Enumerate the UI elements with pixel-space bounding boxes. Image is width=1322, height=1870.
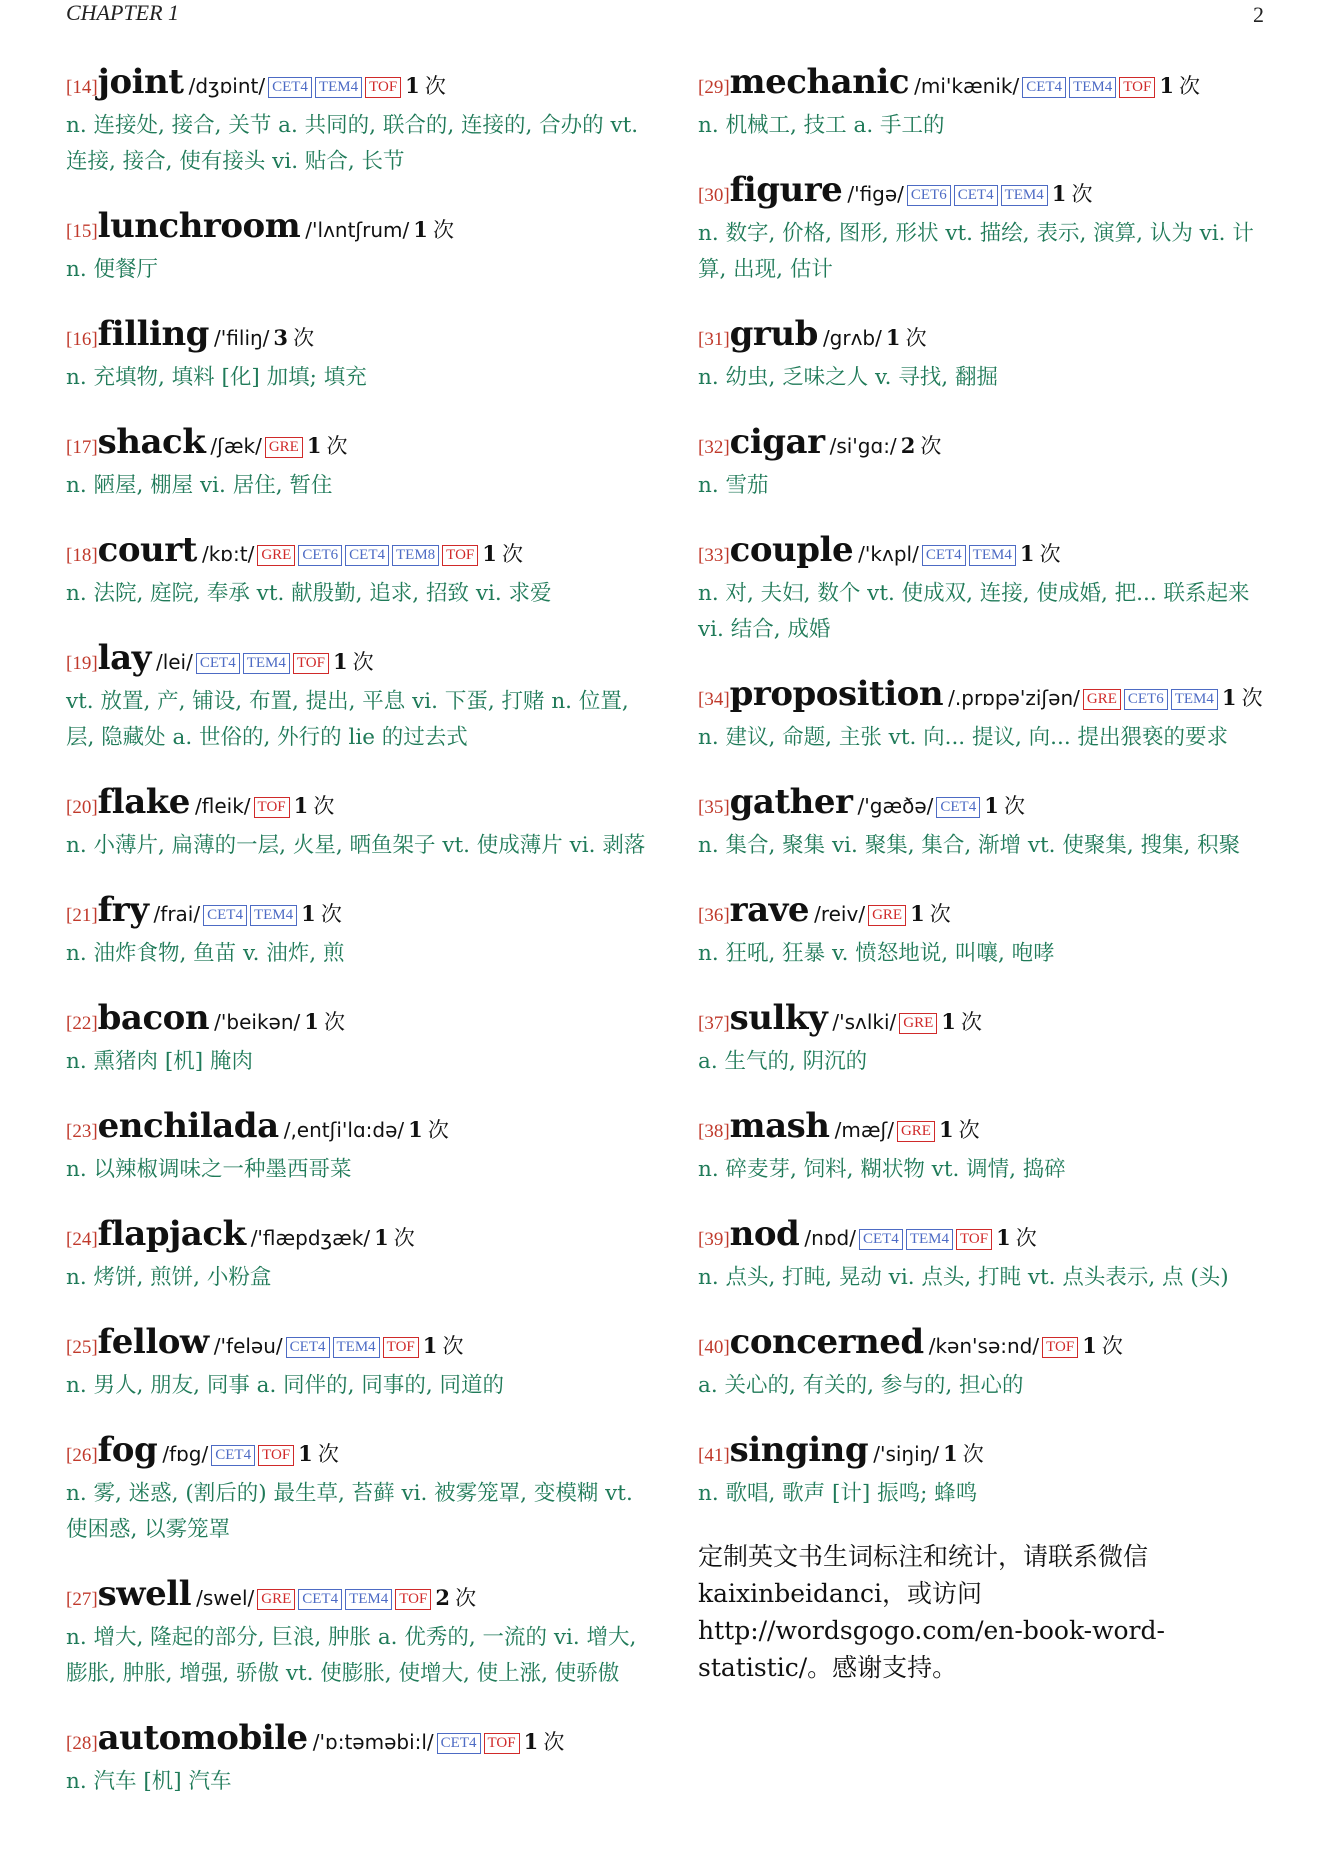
definition: n. 汽车 [机] 汽车	[66, 1769, 232, 1794]
headword: figure	[729, 170, 843, 210]
definition: n. 碎麦芽, 饲料, 糊状物 vt. 调情, 捣碎	[698, 1157, 1066, 1182]
entry-headline	[66, 1322, 646, 1368]
headword: sulky	[729, 998, 828, 1038]
entry-headline	[698, 1322, 1278, 1368]
entry-headline	[698, 422, 1278, 468]
pronunciation: /reiv/	[814, 902, 866, 926]
count-suffix: 次	[905, 326, 927, 350]
entry-headline	[66, 1106, 646, 1152]
exam-tag: GRE	[257, 545, 295, 566]
pronunciation: /'feləu/	[213, 1334, 283, 1358]
pronunciation: /'ɒ:təməbi:l/	[312, 1730, 434, 1754]
headword: singing	[729, 1430, 869, 1470]
word-entry	[66, 314, 646, 396]
count-suffix: 次	[442, 1334, 464, 1358]
count-suffix: 次	[326, 434, 348, 458]
occurrence-count: 1	[938, 1117, 954, 1142]
word-entry	[698, 890, 1278, 972]
exam-tag: GRE	[868, 905, 906, 926]
occurrence-count: 1	[422, 1333, 438, 1358]
entry-headline	[66, 1718, 646, 1764]
occurrence-count: 1	[996, 1225, 1011, 1250]
pronunciation: /'filiŋ/	[214, 326, 270, 350]
occurrence-count: 1	[1019, 541, 1035, 566]
definition: n. 充填物, 填料 [化] 加填; 填充	[66, 365, 367, 390]
word-entry	[698, 1322, 1278, 1404]
exam-tag: CET6	[907, 185, 951, 206]
count-suffix: 次	[323, 1010, 345, 1034]
word-entry	[698, 1214, 1278, 1296]
entry-number: [22]	[66, 1013, 98, 1034]
entry-number: [26]	[66, 1445, 98, 1466]
entry-number: [28]	[66, 1733, 98, 1754]
headword: fry	[97, 890, 149, 930]
definition: n. 油炸食物, 鱼苗 v. 油炸, 煎	[66, 941, 345, 966]
headword: joint	[97, 62, 184, 102]
exam-tag: CET4	[211, 1445, 255, 1466]
count-suffix: 次	[501, 542, 523, 566]
occurrence-count: 1	[482, 541, 497, 566]
definition: n. 法院, 庭院, 奉承 vt. 献殷勤, 追求, 招致 vi. 求爱	[66, 581, 552, 606]
exam-tag: TEM4	[1171, 689, 1218, 710]
exam-tag: CET4	[203, 905, 247, 926]
definition: n. 机械工, 技工 a. 手工的	[698, 113, 945, 138]
entry-headline	[698, 314, 1278, 360]
entry-number: [39]	[698, 1229, 730, 1250]
pronunciation: /mi'kænik/	[914, 74, 1020, 98]
exam-tag: TEM8	[392, 545, 439, 566]
entry-number: [40]	[698, 1337, 730, 1358]
entry-headline	[66, 890, 646, 936]
word-entry	[698, 1106, 1278, 1188]
occurrence-count: 1	[306, 433, 322, 458]
definition: n. 幼虫, 乏味之人 v. 寻找, 翻掘	[698, 365, 998, 390]
exam-tag: TOF	[254, 797, 290, 818]
exam-tag: TOF	[383, 1337, 419, 1358]
entry-headline	[698, 674, 1278, 720]
exam-tag: CET4	[859, 1229, 903, 1250]
entry-headline	[66, 782, 646, 828]
entry-headline	[698, 998, 1278, 1044]
definition: n. 便餐厅	[66, 257, 159, 282]
entry-headline	[698, 62, 1278, 108]
definition: n. 狂吼, 狂暴 v. 愤怒地说, 叫嚷, 咆哮	[698, 941, 1055, 966]
headword: rave	[729, 890, 809, 930]
count-suffix: 次	[424, 74, 446, 98]
headword: mash	[729, 1106, 830, 1146]
headword: fog	[97, 1430, 158, 1470]
headword: enchilada	[97, 1106, 279, 1146]
pronunciation: /kɒ:t/	[201, 542, 255, 566]
pronunciation: /fɒg/	[162, 1442, 209, 1466]
exam-tag: CET6	[1124, 689, 1168, 710]
definition: a. 生气的, 阴沉的	[698, 1049, 868, 1074]
entry-number: [36]	[698, 905, 730, 926]
occurrence-count: 1	[1082, 1333, 1097, 1358]
entry-number: [41]	[698, 1445, 730, 1466]
definition: n. 点头, 打盹, 晃动 vi. 点头, 打盹 vt. 点头表示, 点 (头)	[698, 1265, 1229, 1290]
exam-tag: GRE	[899, 1013, 937, 1034]
entry-number: [16]	[66, 329, 98, 350]
headword: couple	[729, 530, 854, 570]
occurrence-count: 1	[301, 901, 316, 926]
occurrence-count: 1	[298, 1441, 313, 1466]
pronunciation: /kən'sə:nd/	[928, 1334, 1040, 1358]
count-suffix: 次	[427, 1118, 449, 1142]
occurrence-count: 1	[523, 1729, 539, 1754]
word-entry	[698, 1430, 1278, 1512]
entry-number: [24]	[66, 1229, 98, 1250]
definition: n. 烤饼, 煎饼, 小粉盒	[66, 1265, 272, 1290]
occurrence-count: 3	[273, 325, 289, 350]
exam-tag: TOF	[258, 1445, 294, 1466]
occurrence-count: 1	[405, 73, 420, 98]
entry-number: [20]	[66, 797, 98, 818]
headword: filling	[97, 314, 209, 354]
count-suffix: 次	[962, 1442, 984, 1466]
exam-tag: CET4	[922, 545, 966, 566]
exam-tag: CET4	[298, 1589, 342, 1610]
exam-tag: TOF	[1042, 1337, 1078, 1358]
exam-tag: CET4	[1022, 77, 1066, 98]
pronunciation: /'beikən/	[214, 1010, 301, 1034]
headword: gather	[729, 782, 853, 822]
word-entry	[698, 314, 1278, 396]
entry-number: [18]	[66, 545, 98, 566]
word-entry	[66, 422, 646, 504]
count-suffix: 次	[543, 1730, 565, 1754]
word-entry	[66, 1214, 646, 1296]
entry-number: [35]	[698, 797, 730, 818]
word-entry	[698, 530, 1278, 648]
exam-tag: TOF	[365, 77, 401, 98]
word-entry	[698, 170, 1278, 288]
entry-number: [31]	[698, 329, 730, 350]
exam-tag: CET4	[345, 545, 389, 566]
occurrence-count: 1	[374, 1225, 389, 1250]
word-entry	[698, 674, 1278, 756]
word-entry	[66, 1574, 646, 1692]
word-entry	[698, 422, 1278, 504]
right-entries	[698, 62, 1278, 1512]
word-entry	[66, 782, 646, 864]
exam-tag: CET4	[936, 797, 980, 818]
definition: n. 陋屋, 棚屋 vi. 居住, 暂住	[66, 473, 333, 498]
entry-headline	[66, 1214, 646, 1260]
definition: n. 对, 夫妇, 数个 vt. 使成双, 连接, 使成婚, 把... 联系起来 vi. 结合, 成婚	[698, 581, 1250, 642]
entry-headline	[698, 890, 1278, 936]
definition: vt. 放置, 产, 铺设, 布置, 提出, 平息 vi. 下蛋, 打赌 n. 位置, 层, 隐藏处 a. 世俗的, 外行的 lie 的过去式	[66, 689, 629, 750]
pronunciation: /,entʃi'lɑ:də/	[283, 1118, 405, 1142]
entry-headline	[698, 1106, 1278, 1152]
count-suffix: 次	[920, 434, 942, 458]
count-suffix: 次	[317, 1442, 339, 1466]
entry-headline	[66, 206, 646, 252]
word-entry	[66, 998, 646, 1080]
left-column	[66, 62, 646, 1826]
occurrence-count: 1	[910, 901, 925, 926]
count-suffix: 次	[1039, 542, 1061, 566]
entry-number: [23]	[66, 1121, 98, 1142]
pronunciation: /ʃæk/	[210, 434, 262, 458]
entry-headline	[698, 1214, 1278, 1260]
count-suffix: 次	[1015, 1226, 1037, 1250]
pronunciation: /'gæðə/	[857, 794, 934, 818]
occurrence-count: 1	[413, 217, 428, 242]
definition: n. 雾, 迷惑, (割后的) 最生草, 苔藓 vi. 被雾笼罩, 变模糊 vt. 使困惑, 以雾笼罩	[66, 1481, 633, 1542]
chapter-header: CHAPTER 1	[66, 0, 180, 25]
entry-headline	[66, 998, 646, 1044]
headword: fellow	[97, 1322, 209, 1362]
pronunciation: /lei/	[155, 650, 193, 674]
entry-number: [32]	[698, 437, 730, 458]
exam-tag: CET4	[268, 77, 312, 98]
headword: bacon	[97, 998, 210, 1038]
entry-headline	[66, 314, 646, 360]
exam-tag: TOF	[1119, 77, 1155, 98]
definition: n. 小薄片, 扁薄的一层, 火星, 晒鱼架子 vt. 使成薄片 vi. 剥落	[66, 833, 646, 858]
pronunciation: /si'gɑ:/	[829, 434, 897, 458]
count-suffix: 次	[1179, 74, 1201, 98]
headword: proposition	[729, 674, 944, 714]
headword: lay	[97, 638, 151, 678]
occurrence-count: 1	[943, 1441, 958, 1466]
headword: concerned	[729, 1322, 924, 1362]
exam-tag: TEM4	[243, 653, 290, 674]
word-entry	[66, 1106, 646, 1188]
definition: n. 以辣椒调味之一种墨西哥菜	[66, 1157, 352, 1182]
entry-number: [29]	[698, 77, 730, 98]
entry-number: [15]	[66, 221, 98, 242]
entry-headline	[698, 782, 1278, 828]
right-column	[698, 62, 1278, 1686]
headword: cigar	[729, 422, 825, 462]
occurrence-count: 1	[885, 325, 901, 350]
count-suffix: 次	[393, 1226, 415, 1250]
occurrence-count: 2	[900, 433, 916, 458]
word-entry	[698, 782, 1278, 864]
count-suffix: 次	[320, 902, 342, 926]
word-entry	[66, 1430, 646, 1548]
exam-tag: CET4	[196, 653, 240, 674]
entry-headline	[66, 1430, 646, 1476]
pronunciation: /frai/	[153, 902, 201, 926]
occurrence-count: 1	[1051, 181, 1067, 206]
word-entry	[66, 890, 646, 972]
occurrence-count: 1	[941, 1009, 956, 1034]
entry-number: [33]	[698, 545, 730, 566]
definition: n. 数字, 价格, 图形, 形状 vt. 描绘, 表示, 演算, 认为 vi. 计算, 出现, 估计	[698, 221, 1254, 282]
exam-tag: TEM4	[969, 545, 1016, 566]
entry-number: [17]	[66, 437, 98, 458]
headword: flake	[97, 782, 190, 822]
definition: n. 增大, 隆起的部分, 巨浪, 肿胀 a. 优秀的, 一流的 vi. 增大, 膨胀, 肿胀, 增强, 骄傲 vt. 使膨胀, 使增大, 使上涨, 使骄傲	[66, 1625, 637, 1686]
entry-headline	[66, 62, 646, 108]
entry-number: [25]	[66, 1337, 98, 1358]
word-entry	[698, 62, 1278, 144]
count-suffix: 次	[958, 1118, 980, 1142]
count-suffix: 次	[455, 1586, 477, 1610]
occurrence-count: 1	[1221, 685, 1237, 710]
entry-number: [19]	[66, 653, 98, 674]
occurrence-count: 1	[293, 793, 309, 818]
definition: n. 集合, 聚集 vi. 聚集, 集合, 渐增 vt. 使聚集, 搜集, 积聚	[698, 833, 1241, 858]
exam-tag: TOF	[293, 653, 329, 674]
headword: swell	[97, 1574, 192, 1614]
count-suffix: 次	[1241, 686, 1263, 710]
entry-number: [27]	[66, 1589, 98, 1610]
footer-note: 定制英文书生词标注和统计，请联系微信 kaixinbeidanci，或访问 http://wordsgogo.com/en-book-word-statistic/。感谢支持。	[698, 1542, 1165, 1682]
exam-tag: GRE	[257, 1589, 295, 1610]
exam-tag: TEM4	[1001, 185, 1048, 206]
pronunciation: /fleik/	[195, 794, 251, 818]
pronunciation: /'kʌpl/	[858, 542, 919, 566]
exam-tag: TOF	[484, 1733, 520, 1754]
exam-tag: TOF	[956, 1229, 992, 1250]
exam-tag: TOF	[442, 545, 478, 566]
exam-tag: TEM4	[250, 905, 297, 926]
occurrence-count: 1	[408, 1117, 423, 1142]
count-suffix: 次	[1071, 182, 1093, 206]
pronunciation: /'lʌntʃrum/	[305, 218, 410, 242]
headword: nod	[729, 1214, 800, 1254]
exam-tag: TEM4	[333, 1337, 380, 1358]
definition: n. 熏猪肉 [机] 腌肉	[66, 1049, 253, 1074]
entry-headline	[66, 638, 646, 684]
count-suffix: 次	[1003, 794, 1025, 818]
word-entry	[66, 1718, 646, 1800]
exam-tag: TEM4	[906, 1229, 953, 1250]
pronunciation: /'sʌlki/	[832, 1010, 897, 1034]
pronunciation: /dʒɒint/	[188, 74, 266, 98]
definition: n. 歌唱, 歌声 [计] 振鸣; 蜂鸣	[698, 1481, 978, 1506]
exam-tag: CET6	[298, 545, 342, 566]
exam-tag: CET4	[954, 185, 998, 206]
pronunciation: /'flæpdʒæk/	[250, 1226, 371, 1250]
definition: n. 连接处, 接合, 关节 a. 共同的, 联合的, 连接的, 合办的 vt. 连接, 接合, 使有接头 vi. 贴合, 长节	[66, 113, 639, 174]
pronunciation: /.prɒpə'ziʃən/	[948, 686, 1080, 710]
occurrence-count: 2	[435, 1585, 450, 1610]
entry-number: [30]	[698, 185, 730, 206]
exam-tag: CET4	[286, 1337, 330, 1358]
entry-number: [14]	[66, 77, 98, 98]
headword: mechanic	[729, 62, 910, 102]
occurrence-count: 1	[1159, 73, 1174, 98]
count-suffix: 次	[432, 218, 454, 242]
exam-tag: TOF	[395, 1589, 431, 1610]
entry-headline	[66, 1574, 646, 1620]
pronunciation: /'siŋiŋ/	[873, 1442, 940, 1466]
occurrence-count: 1	[984, 793, 999, 818]
exam-tag: CET4	[437, 1733, 481, 1754]
entry-headline	[698, 1430, 1278, 1476]
entry-number: [21]	[66, 905, 98, 926]
definition: n. 雪茄	[698, 473, 769, 498]
exam-tag: TEM4	[1069, 77, 1116, 98]
word-entry	[698, 998, 1278, 1080]
count-suffix: 次	[961, 1010, 982, 1034]
word-entry	[66, 1322, 646, 1404]
count-suffix: 次	[293, 326, 315, 350]
headword: lunchroom	[97, 206, 301, 246]
entry-headline	[698, 530, 1278, 576]
word-entry	[66, 62, 646, 180]
definition: n. 男人, 朋友, 同事 a. 同伴的, 同事的, 同道的	[66, 1373, 505, 1398]
headword: flapjack	[97, 1214, 246, 1254]
occurrence-count: 1	[304, 1009, 319, 1034]
entry-number: [38]	[698, 1121, 730, 1142]
entry-headline	[66, 530, 646, 576]
exam-tag: GRE	[897, 1121, 935, 1142]
count-suffix: 次	[352, 650, 374, 674]
pronunciation: /grʌb/	[822, 326, 882, 350]
pronunciation: /nɒd/	[804, 1226, 856, 1250]
entry-number: [37]	[698, 1013, 730, 1034]
entry-headline	[698, 170, 1278, 216]
headword: shack	[97, 422, 206, 462]
definition: a. 关心的, 有关的, 参与的, 担心的	[698, 1373, 1024, 1398]
exam-tag: TEM4	[315, 77, 362, 98]
count-suffix: 次	[1101, 1334, 1123, 1358]
exam-tag: GRE	[1083, 689, 1121, 710]
entry-number: [34]	[698, 689, 730, 710]
count-suffix: 次	[929, 902, 951, 926]
word-entry	[66, 638, 646, 756]
count-suffix: 次	[313, 794, 335, 818]
pronunciation: /mæʃ/	[834, 1118, 894, 1142]
occurrence-count: 1	[332, 649, 348, 674]
definition: n. 建议, 命题, 主张 vt. 向... 提议, 向... 提出猥亵的要求	[698, 725, 1228, 750]
headword: grub	[729, 314, 818, 354]
word-entry	[66, 206, 646, 288]
pronunciation: /'figə/	[847, 182, 904, 206]
exam-tag: GRE	[265, 437, 303, 458]
exam-tag: TEM4	[345, 1589, 392, 1610]
headword: court	[97, 530, 197, 570]
pronunciation: /swel/	[196, 1586, 255, 1610]
word-entry	[66, 530, 646, 612]
headword: automobile	[97, 1718, 308, 1758]
entry-headline	[66, 422, 646, 468]
page-number: 2	[1253, 2, 1264, 27]
